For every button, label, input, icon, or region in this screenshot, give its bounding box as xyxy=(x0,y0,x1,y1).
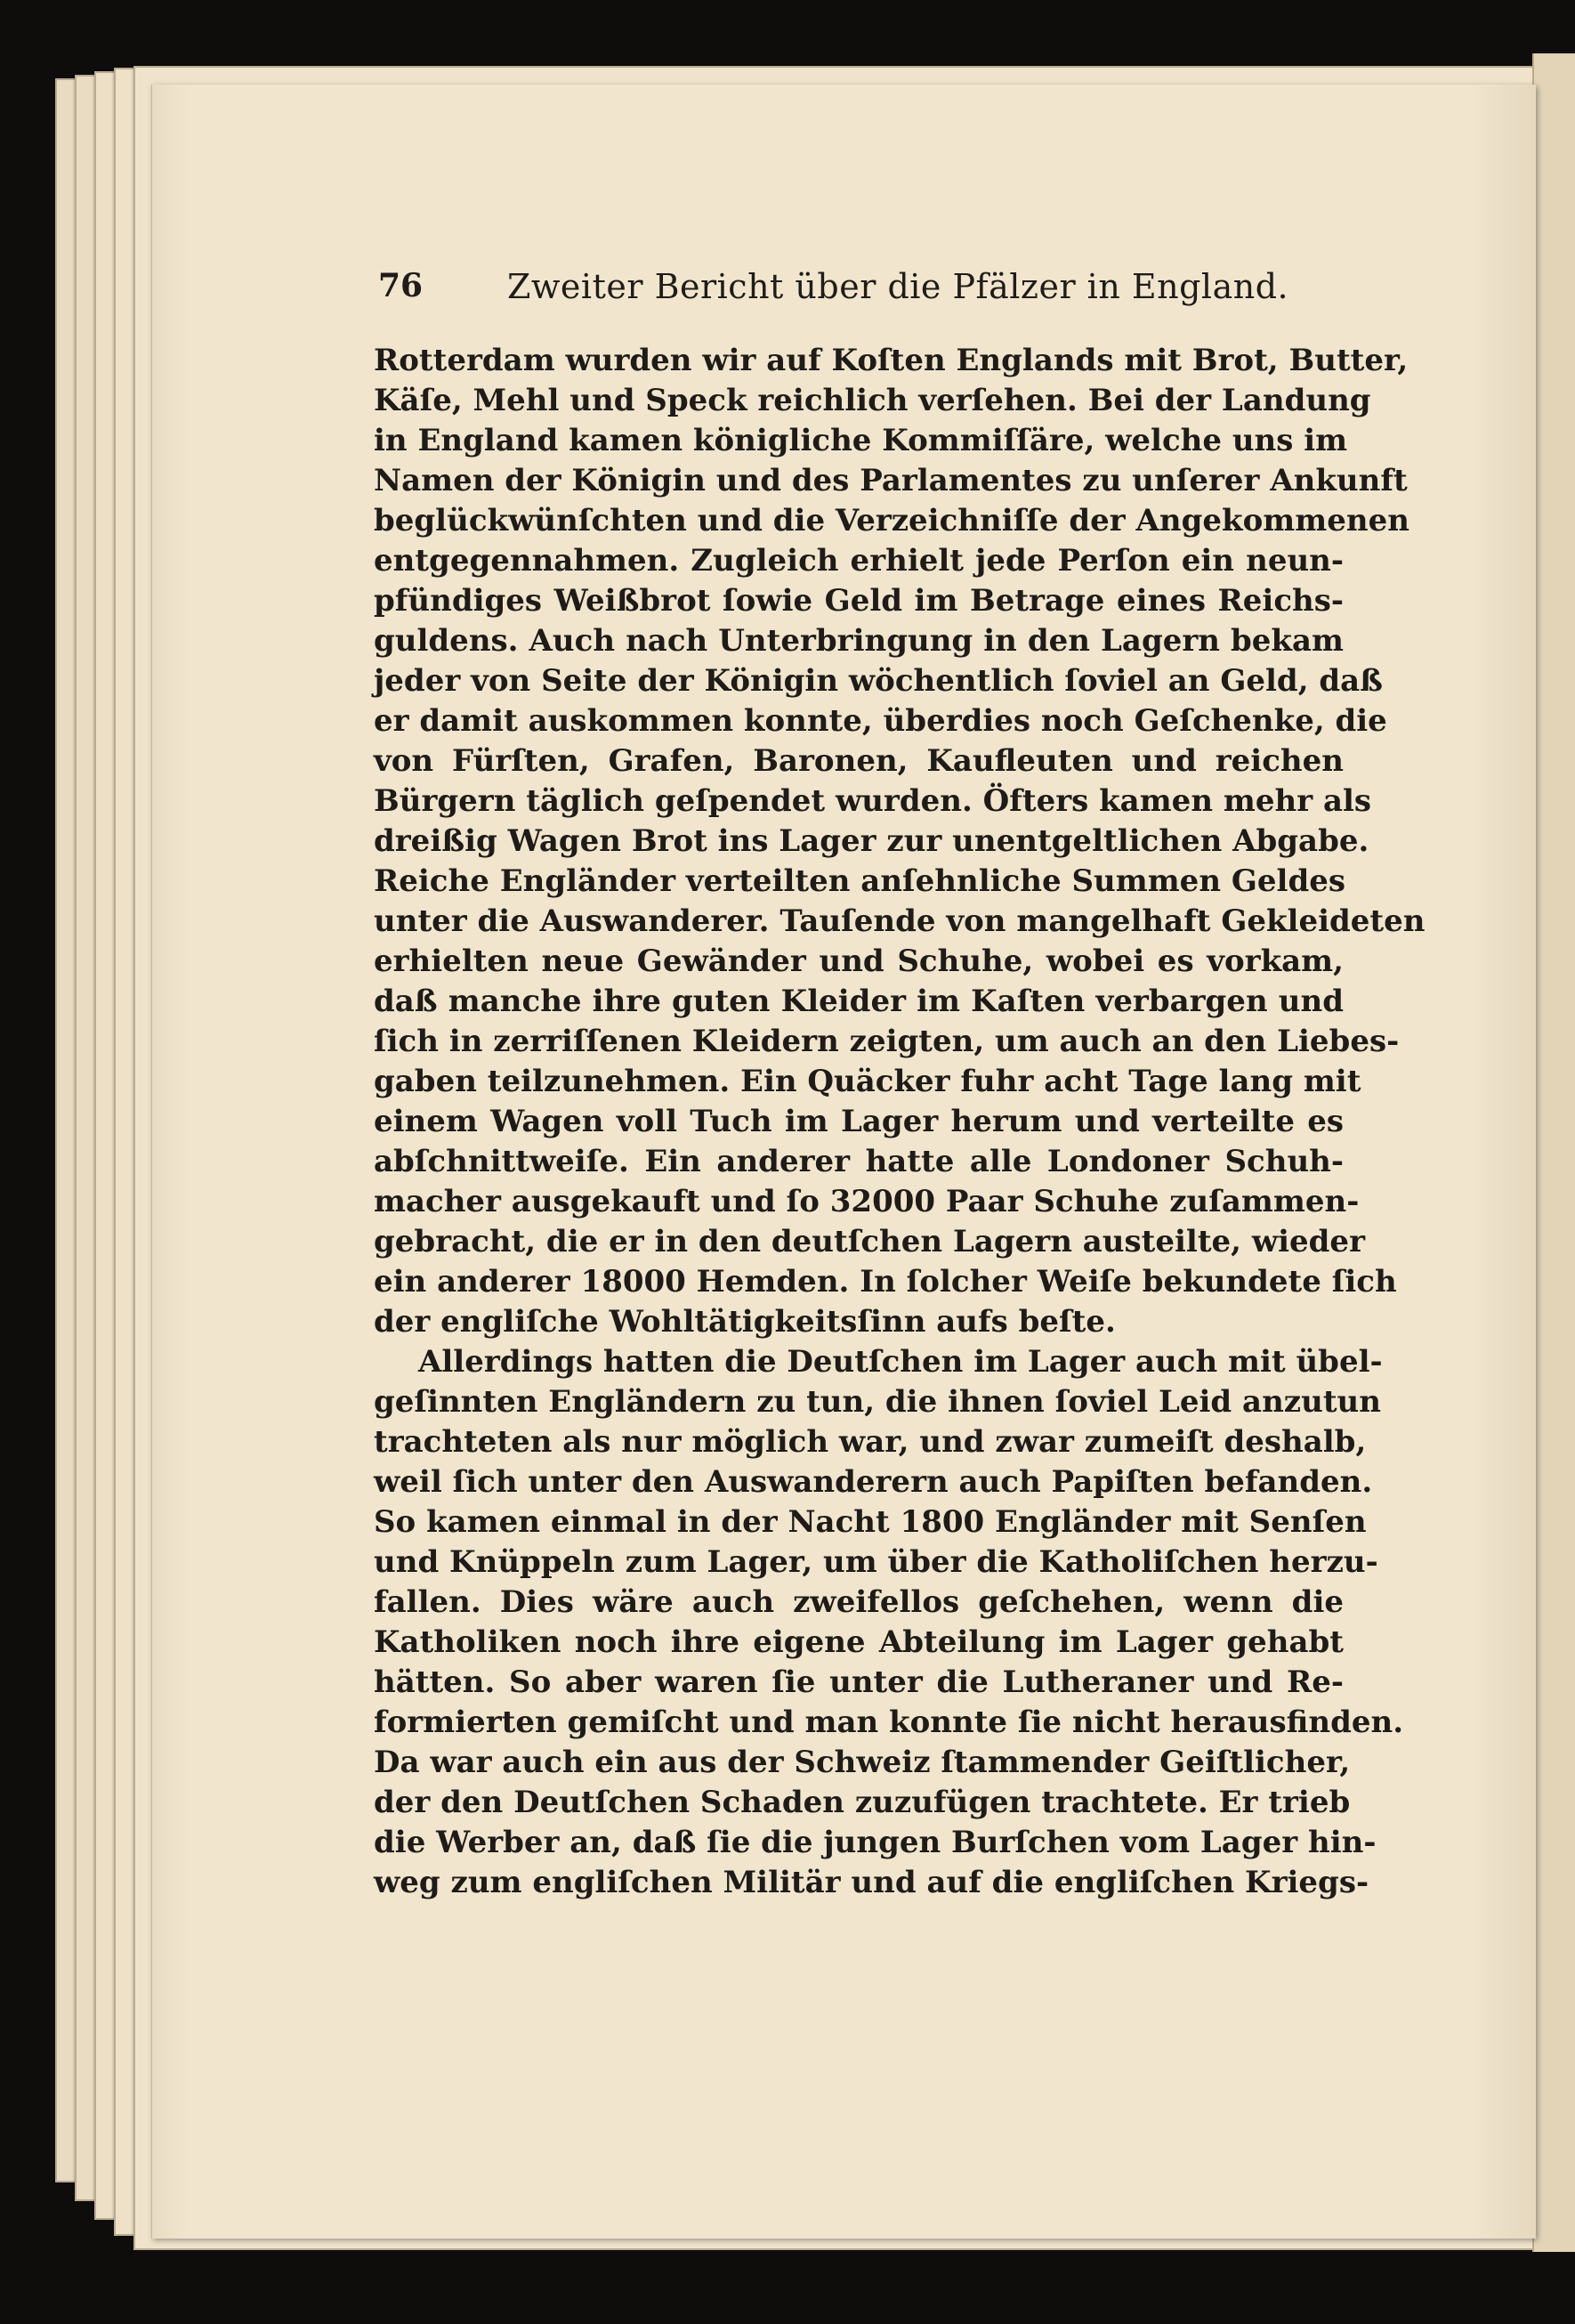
text-line: erhielten neue Gewänder und Schuhe, wobei es vorkam, xyxy=(374,943,1344,979)
text-line: geſinnten Engländern zu tun, die ihnen ſoviel Leid anzutun xyxy=(374,1384,1381,1420)
text-line: Rotterdam wurden wir auf Koſten Englands mit Brot, Butter, xyxy=(374,343,1409,378)
text-line: ein anderer 18000 Hemden. In ſolcher Weiſe bekundete ſich xyxy=(374,1264,1397,1300)
text-line: weg zum engliſchen Militär und auf die engliſchen Kriegs- xyxy=(374,1865,1369,1900)
text-line: unter die Auswanderer. Tauſende von mangelhaft Gekleideten xyxy=(374,903,1426,939)
text-line: gaben teilzunehmen. Ein Quäcker fuhr acht Tage lang mit xyxy=(374,1064,1361,1099)
text-line: pfündiges Weißbrot ſowie Geld im Betrage eines Reichs- xyxy=(374,583,1344,619)
text-line: Katholiken noch ihre eigene Abteilung im Lager gehabt xyxy=(374,1624,1344,1660)
text-line: hätten. So aber waren ſie unter die Lutheraner und Re- xyxy=(374,1664,1344,1700)
text-line: ſich in zerriſſenen Kleidern zeigten, um auch an den Liebes- xyxy=(374,1024,1400,1059)
text-line: gebracht, die er in den deutſchen Lagern austeilte, wieder xyxy=(374,1224,1365,1259)
text-line: in England kamen königliche Kommiſſäre, welche uns im xyxy=(374,423,1348,458)
running-head xyxy=(378,267,1289,320)
page-number: 76 xyxy=(378,267,424,304)
text-line: von Fürſten, Grafen, Baronen, Kaufleuten und reichen xyxy=(374,743,1344,779)
paragraph-last-line: der engliſche Wohltätigkeitsſinn aufs beſte. xyxy=(374,1304,1116,1340)
text-line: So kamen einmal in der Nacht 1800 Engländer mit Senſen xyxy=(374,1504,1367,1540)
text-line: Bürgern täglich geſpendet wurden. Öfters kamen mehr als xyxy=(374,783,1372,819)
text-line: der den Deutſchen Schaden zuzufügen trachtete. Er trieb xyxy=(374,1785,1351,1820)
text-line: beglückwünſchten und die Verzeichniſſe der Angekommenen xyxy=(374,503,1409,538)
text-line: guldens. Auch nach Unterbringung in den Lagern bekam xyxy=(374,623,1344,659)
text-line: Reiche Engländer verteilten anſehnliche Summen Geldes xyxy=(374,863,1346,899)
text-line: fallen. Dies wäre auch zweifellos geſchehen, wenn die xyxy=(374,1584,1344,1620)
text-line: entgegennahmen. Zugleich erhielt jede Perſon ein neun- xyxy=(374,543,1344,579)
facing-page-edge xyxy=(1532,53,1575,2252)
body-text xyxy=(374,343,1426,1963)
text-line: weil ſich unter den Auswanderern auch Papiſten befanden. xyxy=(374,1464,1373,1500)
text-line: macher ausgekauft und ſo 32000 Paar Schuhe zuſammen- xyxy=(374,1184,1360,1219)
text-line: dreißig Wagen Brot ins Lager zur unentgeltlichen Abgabe. xyxy=(374,823,1369,859)
text-line: trachteten als nur möglich war, und zwar zumeiſt deshalb, xyxy=(374,1424,1367,1460)
text-line: daß manche ihre guten Kleider im Kaſten verbargen und xyxy=(374,984,1344,1019)
text-line: Namen der Königin und des Parlamentes zu unſerer Ankunft xyxy=(374,463,1408,498)
text-line: er damit auskommen konnte, überdies noch Geſchenke, die xyxy=(374,703,1387,739)
text-line: die Werber an, daß ſie die jungen Burſchen vom Lager hin- xyxy=(374,1825,1377,1860)
text-line: jeder von Seite der Königin wöchentlich ſoviel an Geld, daß xyxy=(374,663,1384,699)
running-head-title: Zweiter Bericht über die Pfälzer in England. xyxy=(507,267,1289,306)
text-line: abſchnittweiſe. Ein anderer hatte alle Londoner Schuh- xyxy=(374,1144,1344,1179)
text-line: Da war auch ein aus der Schweiz ſtammender Geiſtlicher, xyxy=(374,1745,1351,1780)
text-line: einem Wagen voll Tuch im Lager herum und verteilte es xyxy=(374,1104,1344,1139)
text-line: und Knüppeln zum Lager, um über die Katholiſchen herzu- xyxy=(374,1544,1378,1580)
text-line: Käſe, Mehl und Speck reichlich verſehen. Bei der Landung xyxy=(374,383,1371,418)
paragraph-first-line: Allerdings hatten die Deutſchen im Lager auch mit übel- xyxy=(418,1344,1383,1380)
text-line: formierten gemiſcht und man konnte ſie nicht herausfinden. xyxy=(374,1705,1404,1740)
